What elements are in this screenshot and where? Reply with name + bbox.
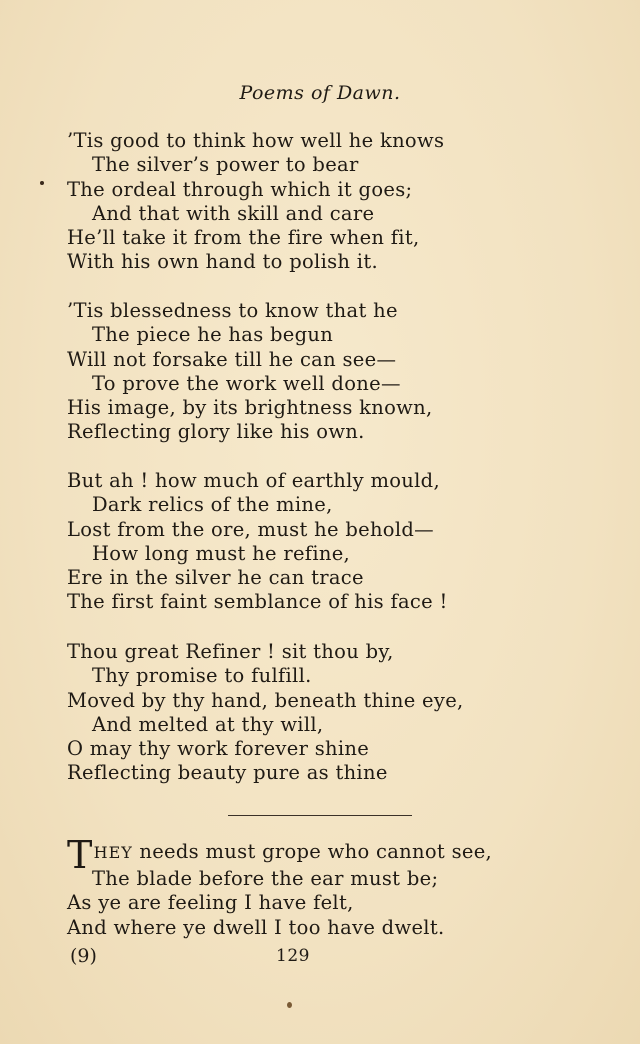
next-poem-stanza — [67, 833, 587, 940]
next-poem-line: And where ye dwell I too have dwelt. — [67, 915, 445, 939]
next-poem-line: As ye are feeling I have felt, — [67, 891, 354, 915]
verse-line: With his own hand to polish it. — [67, 250, 378, 274]
verse-line: His image, by its brightness known, — [67, 396, 433, 420]
running-head: Poems of Dawn. — [239, 82, 401, 104]
verse-line: ’Tis blessedness to know that he — [67, 299, 398, 322]
verse-line: To prove the work well done— — [92, 371, 401, 395]
verse-line: The ordeal through which it goes; — [67, 177, 413, 201]
next-poem-first-line — [67, 833, 587, 877]
stanza-2 — [67, 299, 587, 445]
verse-line: And that with skill and care — [92, 201, 375, 225]
stanza-4 — [67, 640, 587, 786]
next-poem-line: The blade before the ear must be; — [92, 867, 439, 890]
verse-line: Thy promise to fulfill. — [92, 664, 312, 688]
first-line-rest: needs must grope who cannot see, — [132, 840, 493, 863]
stanza-3 — [67, 469, 587, 615]
verse-line: How long must he refine, — [92, 541, 351, 565]
page-number: 129 — [276, 946, 310, 966]
drop-cap: T — [67, 833, 93, 877]
verse-line: The silver’s power to bear — [92, 153, 359, 177]
verse-line: Moved by thy hand, beneath thine eye, — [67, 688, 464, 712]
verse-line: Thou great Refiner ! sit thou by, — [67, 640, 394, 663]
section-divider — [228, 815, 412, 816]
verse-line: Will not forsake till he can see— — [67, 347, 397, 371]
ink-spot — [40, 181, 44, 185]
ink-spot — [287, 1002, 292, 1008]
verse-line: And melted at thy will, — [92, 712, 324, 736]
verse-line: Reflecting glory like his own. — [67, 420, 365, 444]
verse-line: Ere in the silver he can trace — [67, 566, 364, 590]
verse-line: The piece he has begun — [92, 323, 334, 347]
verse-line: But ah ! how much of earthly mould, — [67, 469, 440, 492]
verse-line: Dark relics of the mine, — [92, 493, 333, 517]
signature-mark: (9) — [70, 945, 97, 967]
verse-line: He’ll take it from the fire when fit, — [67, 226, 420, 250]
verse-line: ’Tis good to think how well he knows — [67, 129, 445, 152]
stanza-1 — [67, 129, 587, 275]
first-word-small-caps: HEY — [93, 843, 133, 862]
verse-line: Lost from the ore, must he behold— — [67, 517, 434, 541]
verse-line: Reflecting beauty pure as thine — [67, 761, 388, 785]
verse-line: The first faint semblance of his face ! — [67, 590, 448, 614]
verse-line: O may thy work forever shine — [67, 737, 370, 761]
